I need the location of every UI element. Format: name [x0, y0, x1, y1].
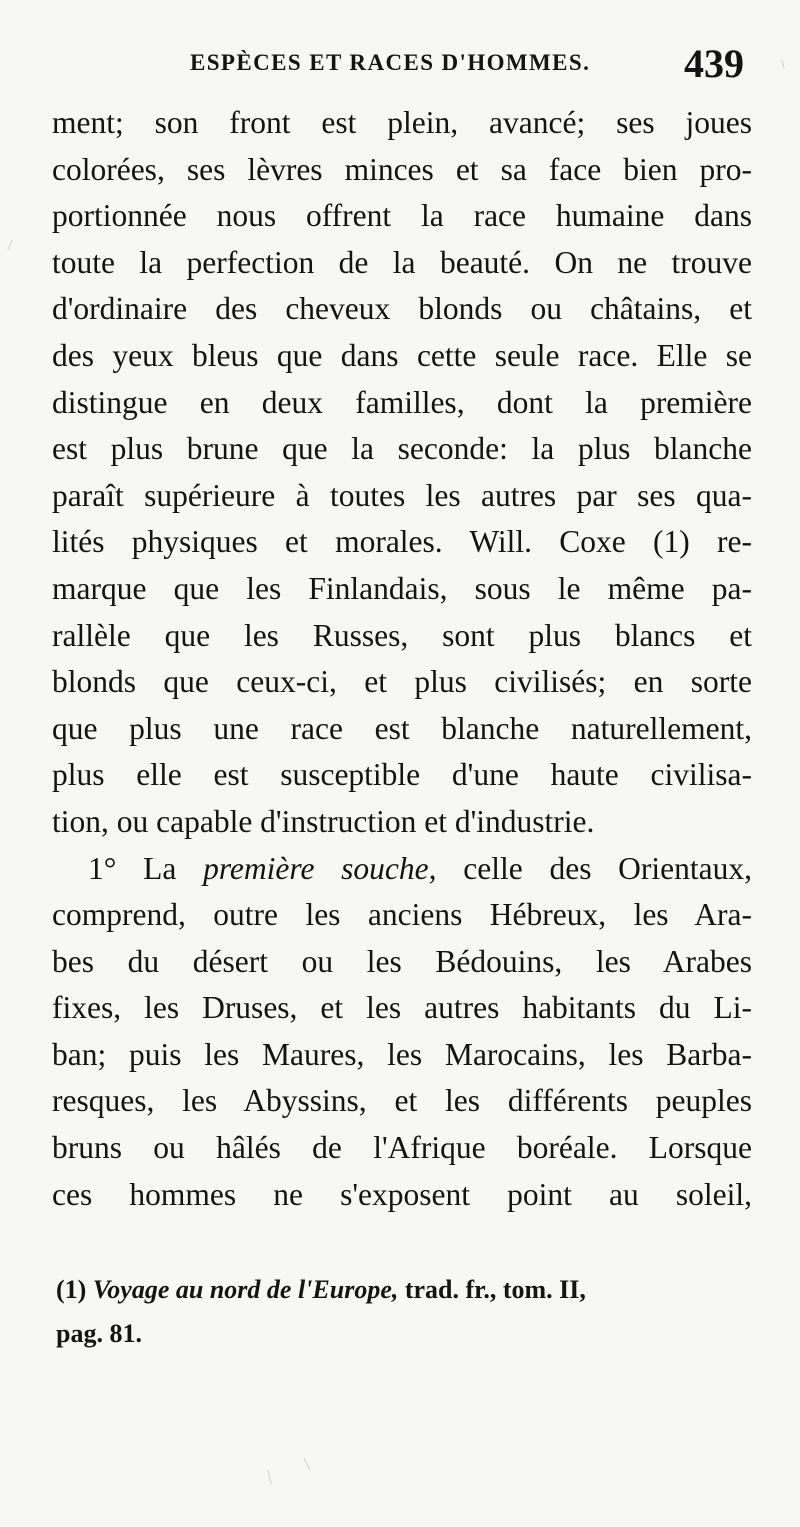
text-line: resques, les Abyssins, et les différents peuples	[52, 1083, 752, 1119]
text-line: plus elle est susceptible d'une haute civilisa-	[52, 757, 752, 793]
text-line: que plus une race est blanche naturellement,	[52, 710, 752, 746]
text-line: comprend, outre les anciens Hébreux, les Ara-	[52, 897, 752, 933]
text-line: est plus brune que la seconde: la plus blanche	[52, 431, 752, 467]
text-line: bes du désert ou les Bédouins, les Arabes	[52, 943, 752, 979]
footnote-line	[56, 1268, 756, 1312]
text-line: bruns ou hâlés de l'Afrique boréale. Lorsque	[52, 1130, 752, 1166]
text-line: portionnée nous offrent la race humaine dans	[52, 198, 752, 234]
footnote-title: Voyage au nord de l'Europe,	[92, 1275, 399, 1304]
text-line: tion, ou capable d'instruction et d'industrie.	[52, 803, 595, 839]
footnote	[56, 1268, 756, 1356]
text-line: colorées, ses lèvres minces et sa face bien pro-	[52, 151, 752, 187]
text-line: des yeux bleus que dans cette seule race. Elle se	[52, 337, 752, 373]
text-line: distingue en deux familles, dont la première	[52, 384, 752, 420]
text-line: rallèle que les Russes, sont plus blancs et	[52, 617, 752, 653]
text-line: toute la perfection de la beauté. On ne trouve	[52, 244, 752, 280]
text-line: blonds que ceux-ci, et plus civilisés; en sorte	[52, 664, 752, 700]
paragraph-start-line	[52, 846, 752, 893]
footnote-marker: (1)	[56, 1275, 93, 1304]
text-line: lités physiques et morales. Will. Coxe (1) re-	[52, 524, 752, 560]
footnote-line: pag. 81.	[56, 1319, 142, 1348]
footnote-rest: trad. fr., tom. II,	[398, 1275, 586, 1304]
paragraph-continuation: celle des Orientaux,	[436, 850, 753, 886]
page-number: 439	[684, 41, 744, 86]
italic-phrase: première souche,	[203, 850, 437, 886]
text-line: paraît supérieure à toutes les autres par ses qua-	[52, 477, 752, 513]
text-line: ban; puis les Maures, les Marocains, les Barba-	[52, 1036, 752, 1072]
text-line: fixes, les Druses, et les autres habitants du Li-	[52, 990, 752, 1026]
body-text	[52, 100, 752, 1218]
running-title: ESPÈCES ET RACES D'HOMMES.	[190, 50, 591, 75]
text-line: ces hommes ne s'exposent point au soleil,	[52, 1176, 752, 1212]
paragraph-number: 1° La	[88, 850, 204, 886]
text-line: marque que les Finlandais, sous le même pa-	[52, 570, 752, 606]
running-head	[0, 41, 800, 94]
text-line: d'ordinaire des cheveux blonds ou châtains, et	[52, 291, 752, 327]
text-line: ment; son front est plein, avancé; ses joues	[52, 105, 752, 140]
